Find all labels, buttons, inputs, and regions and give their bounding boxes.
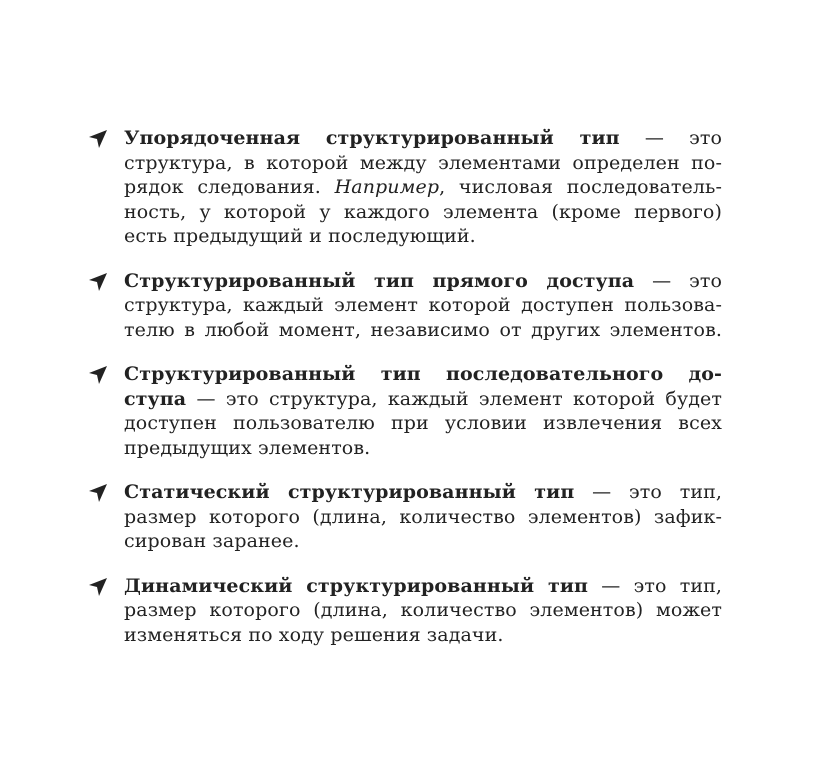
arrow-pointer-icon [88, 483, 108, 503]
arrow-pointer-icon [88, 129, 108, 149]
definition-term: ступа [124, 387, 187, 410]
arrow-pointer-icon [88, 272, 108, 292]
definition-term: Структурированный тип прямого доступа [124, 269, 635, 292]
definition-term: Статический структурированный тип [124, 481, 575, 503]
text-line [124, 480, 722, 505]
text-line [124, 574, 722, 599]
text-line [124, 529, 722, 554]
definition-term: Динамический структурированный тип [124, 574, 589, 597]
definition-list [88, 126, 728, 667]
text-span: доступен пользователю при условии извлечения всех [124, 412, 722, 434]
definition-item-static [88, 480, 728, 554]
text-span: сирован заранее. [124, 530, 300, 552]
definition-item-sequential-access [88, 362, 728, 460]
text-span: предыдущих элементов. [124, 436, 371, 459]
text-line [124, 318, 722, 343]
text-span: — это структура, каждый элемент которой будет [186, 387, 722, 410]
text-span: телю в любой момент, независимо от других элементов. [124, 318, 722, 341]
text-line [124, 175, 722, 200]
text-line [124, 505, 722, 530]
text-line [124, 293, 722, 318]
text-line [124, 623, 722, 648]
text-line [124, 387, 722, 412]
definition-item-ordered [88, 126, 728, 249]
definition-term: Структурированный тип последовательного до- [124, 363, 722, 385]
text-line [124, 436, 722, 461]
text-span: рядок следования. [124, 176, 335, 198]
text-span: структура, в которой между элементами определен по- [124, 151, 722, 174]
definition-term: Упорядоченная структурированный тип [124, 127, 620, 149]
text-span: есть предыдущий и последующий. [124, 225, 476, 247]
arrow-pointer-icon [88, 365, 108, 385]
definition-item-dynamic [88, 574, 728, 648]
definition-text [124, 126, 722, 249]
text-span: — это [619, 127, 722, 149]
text-line [124, 126, 722, 151]
definition-text [124, 269, 722, 343]
text-line [124, 151, 722, 176]
text-line [124, 598, 722, 623]
text-span: размер которого (длина, количество элементов) зафик- [124, 505, 722, 528]
text-span: — это [634, 269, 722, 292]
text-span: , числовая последователь- [439, 176, 722, 198]
definition-text [124, 480, 722, 554]
arrow-pointer-icon [88, 577, 108, 597]
definition-item-direct-access [88, 269, 728, 343]
text-span: — это тип, [588, 574, 722, 597]
text-span: — это тип, [574, 481, 722, 503]
definition-text [124, 574, 722, 648]
text-line [124, 362, 722, 387]
text-span: структура, каждый элемент которой доступен пользова- [124, 294, 722, 316]
text-line [124, 269, 722, 294]
text-line [124, 411, 722, 436]
text-span: изменяться по ходу решения задачи. [124, 623, 504, 646]
text-span: ность, у которой у каждого элемента (кроме первого) [124, 200, 722, 223]
example-emphasis: Например [334, 176, 440, 198]
text-span: размер которого (длина, количество элементов) может [124, 599, 722, 621]
definition-text [124, 362, 722, 460]
text-line [124, 200, 722, 225]
text-line [124, 224, 722, 249]
